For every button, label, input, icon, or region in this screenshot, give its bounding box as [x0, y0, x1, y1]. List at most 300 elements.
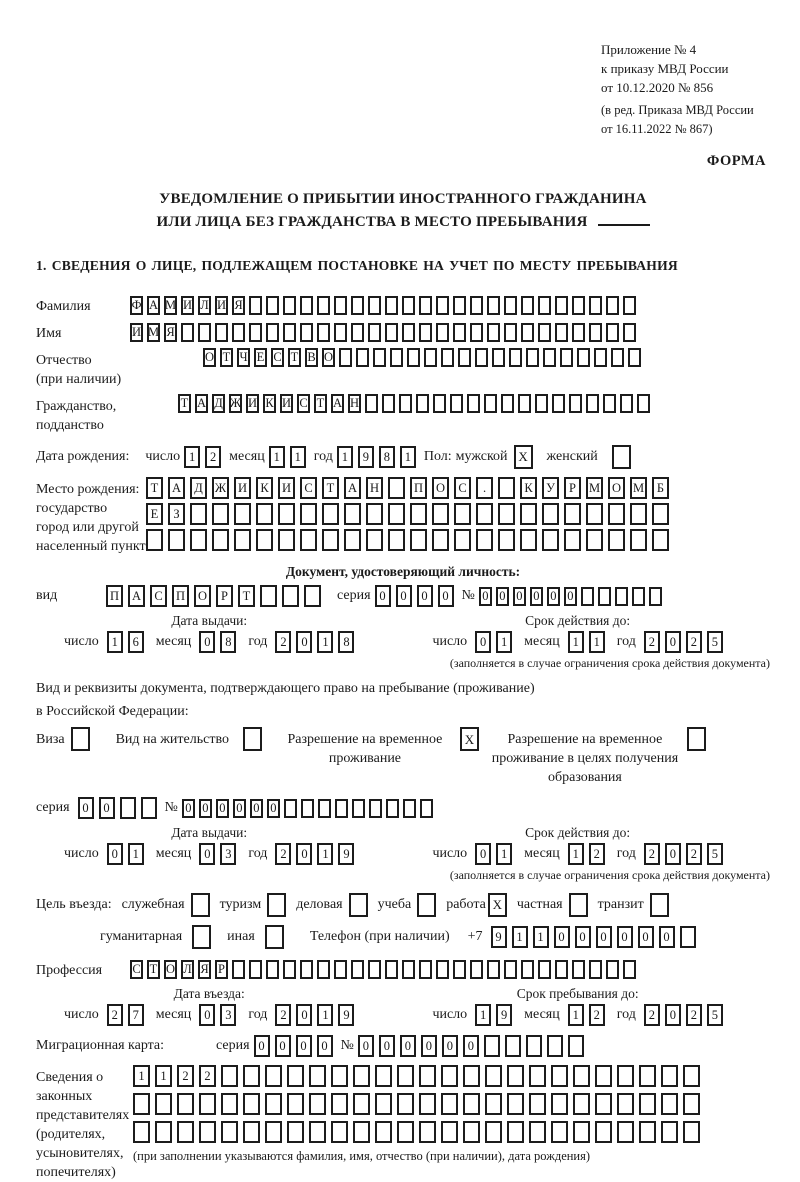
char-cell[interactable] — [652, 529, 669, 551]
char-cell[interactable] — [475, 348, 488, 367]
char-cell[interactable]: 9 — [358, 446, 374, 468]
char-cell[interactable] — [198, 323, 211, 342]
char-cell[interactable] — [581, 587, 594, 606]
char-cell[interactable] — [419, 296, 432, 315]
char-cell[interactable]: С — [300, 477, 317, 499]
char-cell[interactable] — [397, 1093, 414, 1115]
char-cell[interactable] — [375, 1121, 392, 1143]
char-cell[interactable] — [265, 1093, 282, 1115]
char-cell[interactable]: 1 — [496, 843, 512, 865]
char-cell[interactable]: 0 — [665, 1004, 681, 1026]
sex-female-checkbox[interactable] — [612, 445, 631, 469]
char-cell[interactable]: 0 — [199, 843, 215, 865]
char-cell[interactable] — [386, 799, 399, 818]
char-cell[interactable] — [243, 1121, 260, 1143]
char-cell[interactable]: 1 — [568, 631, 584, 653]
char-cell[interactable] — [365, 394, 378, 413]
char-cell[interactable]: 0 — [233, 799, 246, 818]
char-cell[interactable] — [410, 503, 427, 525]
char-cell[interactable] — [375, 1065, 392, 1087]
char-cell[interactable]: 6 — [128, 631, 144, 653]
char-cell[interactable] — [467, 394, 480, 413]
char-cell[interactable] — [617, 1065, 634, 1087]
char-cell[interactable]: С — [297, 394, 310, 413]
char-cell[interactable]: И — [280, 394, 293, 413]
char-cell[interactable] — [555, 296, 568, 315]
char-cell[interactable] — [649, 587, 662, 606]
char-cell[interactable]: . — [476, 477, 493, 499]
char-cell[interactable] — [351, 960, 364, 979]
char-cell[interactable]: И — [215, 296, 228, 315]
char-cell[interactable]: 1 — [184, 446, 200, 468]
char-cell[interactable]: К — [256, 477, 273, 499]
char-cell[interactable]: 0 — [400, 1035, 416, 1057]
char-cell[interactable] — [526, 348, 539, 367]
char-cell[interactable]: 0 — [317, 1035, 333, 1057]
char-cell[interactable] — [260, 585, 277, 607]
char-cell[interactable]: Л — [198, 296, 211, 315]
char-cell[interactable] — [249, 323, 262, 342]
char-cell[interactable] — [606, 323, 619, 342]
char-cell[interactable]: 1 — [475, 1004, 491, 1026]
char-cell[interactable]: 0 — [438, 585, 454, 607]
char-cell[interactable] — [436, 296, 449, 315]
char-cell[interactable]: 0 — [665, 631, 681, 653]
char-cell[interactable] — [485, 1121, 502, 1143]
char-cell[interactable] — [529, 1093, 546, 1115]
char-cell[interactable] — [300, 503, 317, 525]
char-cell[interactable] — [630, 529, 647, 551]
char-cell[interactable]: 1 — [317, 1004, 333, 1026]
char-cell[interactable]: Я — [232, 296, 245, 315]
char-cell[interactable] — [146, 529, 163, 551]
char-cell[interactable]: О — [164, 960, 177, 979]
char-cell[interactable] — [322, 529, 339, 551]
char-cell[interactable] — [521, 960, 534, 979]
char-cell[interactable] — [419, 960, 432, 979]
char-cell[interactable] — [470, 960, 483, 979]
char-cell[interactable] — [572, 296, 585, 315]
char-cell[interactable]: 9 — [491, 926, 507, 948]
char-cell[interactable] — [300, 529, 317, 551]
char-cell[interactable] — [373, 348, 386, 367]
char-cell[interactable]: С — [130, 960, 143, 979]
char-cell[interactable]: 2 — [589, 843, 605, 865]
char-cell[interactable] — [300, 960, 313, 979]
char-cell[interactable] — [232, 960, 245, 979]
char-cell[interactable] — [334, 323, 347, 342]
char-cell[interactable] — [487, 296, 500, 315]
char-cell[interactable] — [388, 503, 405, 525]
char-cell[interactable]: Р — [564, 477, 581, 499]
char-cell[interactable] — [309, 1121, 326, 1143]
char-cell[interactable] — [538, 296, 551, 315]
char-cell[interactable] — [190, 503, 207, 525]
purpose-humanitarian-checkbox[interactable] — [192, 925, 211, 949]
char-cell[interactable] — [639, 1065, 656, 1087]
char-cell[interactable]: 0 — [417, 585, 433, 607]
char-cell[interactable] — [487, 960, 500, 979]
char-cell[interactable] — [287, 1121, 304, 1143]
char-cell[interactable] — [249, 296, 262, 315]
char-cell[interactable] — [382, 394, 395, 413]
char-cell[interactable]: Р — [215, 960, 228, 979]
char-cell[interactable]: О — [432, 477, 449, 499]
char-cell[interactable] — [661, 1121, 678, 1143]
char-cell[interactable] — [388, 477, 405, 499]
char-cell[interactable]: 0 — [421, 1035, 437, 1057]
char-cell[interactable] — [432, 529, 449, 551]
purpose-study-checkbox[interactable] — [417, 893, 436, 917]
char-cell[interactable]: 5 — [707, 1004, 723, 1026]
char-cell[interactable]: 0 — [659, 926, 675, 948]
char-cell[interactable] — [155, 1121, 172, 1143]
char-cell[interactable]: Ж — [229, 394, 242, 413]
char-cell[interactable]: А — [331, 394, 344, 413]
char-cell[interactable] — [256, 529, 273, 551]
char-cell[interactable] — [441, 348, 454, 367]
char-cell[interactable]: 0 — [99, 797, 115, 819]
char-cell[interactable]: 8 — [379, 446, 395, 468]
char-cell[interactable] — [606, 960, 619, 979]
char-cell[interactable] — [177, 1093, 194, 1115]
char-cell[interactable]: 1 — [155, 1065, 172, 1087]
char-cell[interactable]: О — [322, 348, 335, 367]
char-cell[interactable] — [351, 323, 364, 342]
char-cell[interactable]: 1 — [107, 631, 123, 653]
char-cell[interactable] — [637, 394, 650, 413]
char-cell[interactable]: 0 — [442, 1035, 458, 1057]
char-cell[interactable]: Я — [198, 960, 211, 979]
char-cell[interactable] — [538, 960, 551, 979]
char-cell[interactable] — [420, 799, 433, 818]
char-cell[interactable]: И — [278, 477, 295, 499]
char-cell[interactable] — [470, 296, 483, 315]
char-cell[interactable]: 2 — [644, 631, 660, 653]
char-cell[interactable] — [221, 1065, 238, 1087]
char-cell[interactable]: М — [164, 296, 177, 315]
char-cell[interactable] — [683, 1121, 700, 1143]
char-cell[interactable]: 0 — [564, 587, 577, 606]
char-cell[interactable]: П — [172, 585, 189, 607]
char-cell[interactable] — [551, 1093, 568, 1115]
char-cell[interactable]: А — [147, 296, 160, 315]
char-cell[interactable]: 0 — [638, 926, 654, 948]
char-cell[interactable] — [572, 323, 585, 342]
purpose-work-checkbox[interactable]: X — [488, 893, 507, 917]
char-cell[interactable]: 1 — [400, 446, 416, 468]
char-cell[interactable] — [507, 1093, 524, 1115]
char-cell[interactable] — [608, 529, 625, 551]
residence-permit-checkbox[interactable] — [243, 727, 262, 751]
char-cell[interactable]: 0 — [358, 1035, 374, 1057]
char-cell[interactable] — [683, 1093, 700, 1115]
char-cell[interactable] — [317, 323, 330, 342]
char-cell[interactable] — [432, 503, 449, 525]
char-cell[interactable] — [234, 503, 251, 525]
char-cell[interactable]: 5 — [707, 631, 723, 653]
char-cell[interactable]: Т — [220, 348, 233, 367]
char-cell[interactable] — [639, 1093, 656, 1115]
char-cell[interactable] — [133, 1121, 150, 1143]
char-cell[interactable] — [278, 503, 295, 525]
char-cell[interactable] — [598, 587, 611, 606]
char-cell[interactable] — [410, 529, 427, 551]
char-cell[interactable] — [339, 348, 352, 367]
char-cell[interactable] — [212, 529, 229, 551]
char-cell[interactable] — [368, 296, 381, 315]
char-cell[interactable]: 1 — [317, 843, 333, 865]
char-cell[interactable] — [283, 323, 296, 342]
char-cell[interactable]: Ж — [212, 477, 229, 499]
char-cell[interactable] — [507, 1065, 524, 1087]
char-cell[interactable] — [416, 394, 429, 413]
char-cell[interactable] — [535, 394, 548, 413]
char-cell[interactable]: М — [147, 323, 160, 342]
char-cell[interactable] — [623, 960, 636, 979]
char-cell[interactable] — [463, 1121, 480, 1143]
char-cell[interactable] — [509, 348, 522, 367]
char-cell[interactable] — [573, 1065, 590, 1087]
char-cell[interactable] — [492, 348, 505, 367]
char-cell[interactable] — [181, 323, 194, 342]
char-cell[interactable] — [551, 1065, 568, 1087]
char-cell[interactable] — [623, 323, 636, 342]
char-cell[interactable]: 2 — [177, 1065, 194, 1087]
char-cell[interactable]: Ф — [130, 296, 143, 315]
char-cell[interactable] — [334, 960, 347, 979]
char-cell[interactable]: И — [246, 394, 259, 413]
char-cell[interactable] — [356, 348, 369, 367]
char-cell[interactable] — [543, 348, 556, 367]
char-cell[interactable] — [595, 1093, 612, 1115]
char-cell[interactable]: 0 — [617, 926, 633, 948]
char-cell[interactable] — [542, 529, 559, 551]
char-cell[interactable] — [521, 296, 534, 315]
char-cell[interactable] — [538, 323, 551, 342]
char-cell[interactable]: 3 — [220, 1004, 236, 1026]
char-cell[interactable]: 0 — [267, 799, 280, 818]
char-cell[interactable] — [283, 296, 296, 315]
char-cell[interactable]: 0 — [182, 799, 195, 818]
char-cell[interactable] — [243, 1093, 260, 1115]
char-cell[interactable] — [399, 394, 412, 413]
char-cell[interactable]: 9 — [338, 1004, 354, 1026]
char-cell[interactable] — [521, 323, 534, 342]
char-cell[interactable]: 0 — [475, 631, 491, 653]
char-cell[interactable]: О — [203, 348, 216, 367]
char-cell[interactable]: О — [608, 477, 625, 499]
char-cell[interactable] — [542, 503, 559, 525]
char-cell[interactable] — [419, 1093, 436, 1115]
char-cell[interactable] — [450, 394, 463, 413]
char-cell[interactable]: К — [263, 394, 276, 413]
char-cell[interactable]: Т — [147, 960, 160, 979]
char-cell[interactable] — [485, 1093, 502, 1115]
char-cell[interactable] — [234, 529, 251, 551]
char-cell[interactable]: А — [128, 585, 145, 607]
char-cell[interactable]: 0 — [254, 1035, 270, 1057]
char-cell[interactable] — [256, 503, 273, 525]
purpose-other-checkbox[interactable] — [265, 925, 284, 949]
char-cell[interactable]: Н — [348, 394, 361, 413]
char-cell[interactable]: О — [194, 585, 211, 607]
char-cell[interactable]: Т — [288, 348, 301, 367]
char-cell[interactable] — [352, 799, 365, 818]
char-cell[interactable] — [485, 1065, 502, 1087]
char-cell[interactable]: К — [520, 477, 537, 499]
char-cell[interactable] — [630, 503, 647, 525]
char-cell[interactable]: 8 — [338, 631, 354, 653]
char-cell[interactable] — [463, 1065, 480, 1087]
char-cell[interactable]: 5 — [707, 843, 723, 865]
visa-checkbox[interactable] — [71, 727, 90, 751]
char-cell[interactable] — [520, 503, 537, 525]
char-cell[interactable] — [385, 323, 398, 342]
char-cell[interactable] — [301, 799, 314, 818]
char-cell[interactable] — [397, 1121, 414, 1143]
char-cell[interactable]: Р — [216, 585, 233, 607]
char-cell[interactable]: 0 — [479, 587, 492, 606]
char-cell[interactable] — [555, 323, 568, 342]
char-cell[interactable] — [368, 323, 381, 342]
char-cell[interactable]: А — [195, 394, 208, 413]
sex-male-checkbox[interactable]: X — [514, 445, 533, 469]
char-cell[interactable]: 0 — [530, 587, 543, 606]
char-cell[interactable] — [454, 503, 471, 525]
char-cell[interactable]: Я — [164, 323, 177, 342]
char-cell[interactable] — [487, 323, 500, 342]
char-cell[interactable] — [470, 323, 483, 342]
char-cell[interactable] — [300, 323, 313, 342]
char-cell[interactable] — [419, 1065, 436, 1087]
char-cell[interactable]: 2 — [275, 1004, 291, 1026]
char-cell[interactable]: 8 — [220, 631, 236, 653]
char-cell[interactable] — [317, 960, 330, 979]
char-cell[interactable]: З — [168, 503, 185, 525]
char-cell[interactable]: 0 — [575, 926, 591, 948]
char-cell[interactable] — [564, 503, 581, 525]
char-cell[interactable]: Т — [314, 394, 327, 413]
char-cell[interactable] — [317, 296, 330, 315]
char-cell[interactable] — [368, 960, 381, 979]
char-cell[interactable]: 0 — [296, 843, 312, 865]
purpose-official-checkbox[interactable] — [191, 893, 210, 917]
char-cell[interactable]: 1 — [496, 631, 512, 653]
char-cell[interactable] — [441, 1093, 458, 1115]
char-cell[interactable] — [436, 960, 449, 979]
char-cell[interactable] — [309, 1065, 326, 1087]
char-cell[interactable] — [606, 296, 619, 315]
char-cell[interactable]: 0 — [296, 1035, 312, 1057]
char-cell[interactable] — [552, 394, 565, 413]
char-cell[interactable] — [287, 1093, 304, 1115]
char-cell[interactable]: У — [542, 477, 559, 499]
char-cell[interactable] — [366, 529, 383, 551]
char-cell[interactable] — [632, 587, 645, 606]
char-cell[interactable] — [484, 394, 497, 413]
char-cell[interactable] — [265, 1121, 282, 1143]
char-cell[interactable] — [623, 296, 636, 315]
char-cell[interactable] — [322, 503, 339, 525]
char-cell[interactable]: 1 — [589, 631, 605, 653]
char-cell[interactable] — [568, 1035, 584, 1057]
char-cell[interactable] — [344, 503, 361, 525]
char-cell[interactable] — [529, 1065, 546, 1087]
char-cell[interactable]: 9 — [496, 1004, 512, 1026]
char-cell[interactable] — [529, 1121, 546, 1143]
char-cell[interactable] — [547, 1035, 563, 1057]
char-cell[interactable] — [353, 1093, 370, 1115]
char-cell[interactable] — [366, 503, 383, 525]
char-cell[interactable] — [573, 1121, 590, 1143]
char-cell[interactable]: 3 — [220, 843, 236, 865]
char-cell[interactable]: 0 — [379, 1035, 395, 1057]
char-cell[interactable] — [594, 348, 607, 367]
char-cell[interactable]: 2 — [275, 843, 291, 865]
char-cell[interactable]: 2 — [589, 1004, 605, 1026]
char-cell[interactable]: 0 — [275, 1035, 291, 1057]
char-cell[interactable] — [453, 323, 466, 342]
purpose-business-checkbox[interactable] — [349, 893, 368, 917]
char-cell[interactable] — [351, 296, 364, 315]
char-cell[interactable]: 0 — [596, 926, 612, 948]
char-cell[interactable] — [595, 1065, 612, 1087]
char-cell[interactable] — [507, 1121, 524, 1143]
char-cell[interactable] — [133, 1093, 150, 1115]
char-cell[interactable]: 0 — [296, 631, 312, 653]
char-cell[interactable]: П — [410, 477, 427, 499]
char-cell[interactable]: 0 — [463, 1035, 479, 1057]
char-cell[interactable]: 0 — [199, 631, 215, 653]
char-cell[interactable]: 0 — [107, 843, 123, 865]
char-cell[interactable] — [551, 1121, 568, 1143]
char-cell[interactable] — [402, 960, 415, 979]
char-cell[interactable]: 2 — [644, 843, 660, 865]
char-cell[interactable] — [589, 323, 602, 342]
char-cell[interactable]: 0 — [78, 797, 94, 819]
char-cell[interactable]: 1 — [133, 1065, 150, 1087]
char-cell[interactable] — [212, 503, 229, 525]
char-cell[interactable] — [586, 529, 603, 551]
char-cell[interactable] — [518, 394, 531, 413]
char-cell[interactable]: Е — [146, 503, 163, 525]
char-cell[interactable] — [639, 1121, 656, 1143]
char-cell[interactable] — [168, 529, 185, 551]
char-cell[interactable] — [520, 529, 537, 551]
char-cell[interactable] — [266, 296, 279, 315]
char-cell[interactable] — [419, 323, 432, 342]
char-cell[interactable]: 2 — [275, 631, 291, 653]
char-cell[interactable] — [155, 1093, 172, 1115]
char-cell[interactable] — [221, 1093, 238, 1115]
char-cell[interactable] — [586, 394, 599, 413]
char-cell[interactable]: Д — [212, 394, 225, 413]
char-cell[interactable] — [243, 1065, 260, 1087]
char-cell[interactable]: 2 — [686, 843, 702, 865]
char-cell[interactable] — [603, 394, 616, 413]
char-cell[interactable]: А — [344, 477, 361, 499]
char-cell[interactable] — [385, 960, 398, 979]
char-cell[interactable] — [454, 529, 471, 551]
char-cell[interactable]: С — [271, 348, 284, 367]
char-cell[interactable] — [569, 394, 582, 413]
char-cell[interactable] — [344, 529, 361, 551]
char-cell[interactable] — [283, 960, 296, 979]
char-cell[interactable] — [331, 1093, 348, 1115]
char-cell[interactable]: Е — [254, 348, 267, 367]
char-cell[interactable] — [498, 503, 515, 525]
